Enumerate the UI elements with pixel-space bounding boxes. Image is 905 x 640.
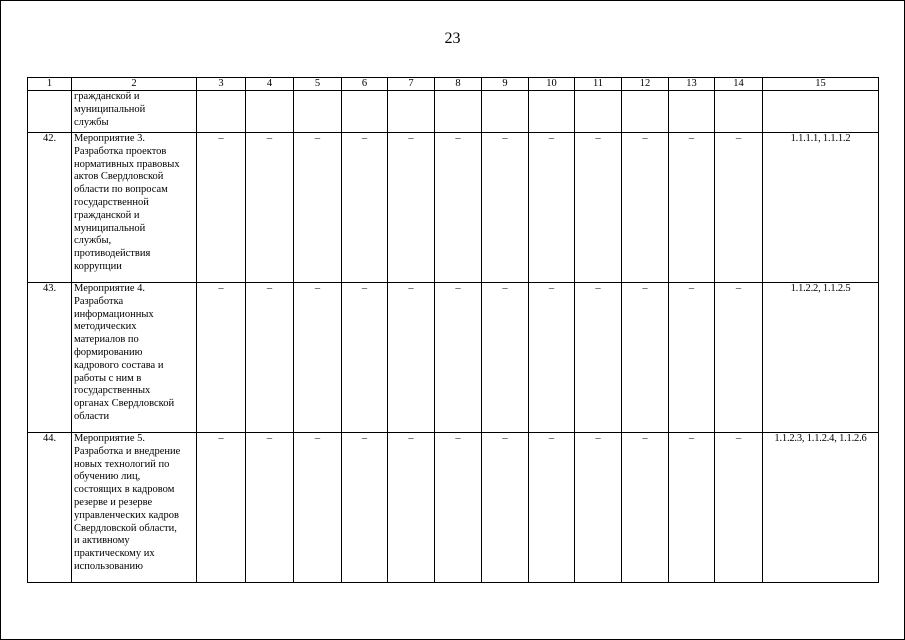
value-cell	[246, 91, 294, 133]
column-header: 10	[529, 78, 575, 91]
value-cell: –	[622, 283, 669, 433]
header-row	[28, 78, 879, 91]
column-header: 7	[388, 78, 435, 91]
reference-cell: 1.1.1.1, 1.1.1.2	[763, 133, 879, 283]
activity-description: Мероприятие 4. Разработка информационных методических материалов по формированию кадрового состава и работы с ним в государственных органах Свердловской области	[72, 283, 197, 433]
value-cell: –	[529, 283, 575, 433]
value-cell: –	[342, 283, 388, 433]
column-header: 11	[575, 78, 622, 91]
value-cell: –	[482, 433, 529, 583]
table-row	[28, 283, 879, 433]
activity-description: гражданской и муниципальной службы	[72, 91, 197, 133]
reference-cell: 1.1.2.3, 1.1.2.4, 1.1.2.6	[763, 433, 879, 583]
value-cell: –	[482, 283, 529, 433]
activities-table	[27, 77, 879, 583]
row-number: 42.	[28, 133, 72, 283]
value-cell: –	[197, 133, 246, 283]
value-cell	[575, 91, 622, 133]
value-cell: –	[435, 433, 482, 583]
value-cell: –	[575, 133, 622, 283]
column-header: 13	[669, 78, 715, 91]
activity-description: Мероприятие 3. Разработка проектов нормативных правовых актов Свердловской области по вопросам государственной гражданской и муниципальной службы, противодействия коррупции	[72, 133, 197, 283]
value-cell: –	[388, 133, 435, 283]
value-cell: –	[294, 133, 342, 283]
value-cell: –	[435, 283, 482, 433]
column-header: 5	[294, 78, 342, 91]
value-cell: –	[342, 133, 388, 283]
value-cell: –	[435, 133, 482, 283]
column-header: 3	[197, 78, 246, 91]
row-number: 44.	[28, 433, 72, 583]
value-cell: –	[575, 283, 622, 433]
value-cell: –	[246, 433, 294, 583]
table-row	[28, 133, 879, 283]
reference-cell: 1.1.2.2, 1.1.2.5	[763, 283, 879, 433]
value-cell: –	[715, 283, 763, 433]
value-cell: –	[669, 283, 715, 433]
value-cell: –	[529, 433, 575, 583]
column-header: 15	[763, 78, 879, 91]
activity-description: Мероприятие 5. Разработка и внедрение новых технологий по обучению лиц, состоящих в кадровом резерве и резерве управленческих кадров Свердловской области, и активному практическому их использованию	[72, 433, 197, 583]
value-cell: –	[715, 433, 763, 583]
value-cell: –	[388, 283, 435, 433]
column-header: 9	[482, 78, 529, 91]
value-cell: –	[246, 133, 294, 283]
value-cell	[529, 91, 575, 133]
value-cell	[482, 91, 529, 133]
value-cell: –	[622, 433, 669, 583]
reference-cell	[763, 91, 879, 133]
value-cell	[197, 91, 246, 133]
column-header: 1	[28, 78, 72, 91]
value-cell: –	[197, 433, 246, 583]
value-cell	[715, 91, 763, 133]
value-cell: –	[669, 433, 715, 583]
value-cell: –	[342, 433, 388, 583]
page-number: 23	[444, 30, 461, 47]
row-number: 43.	[28, 283, 72, 433]
value-cell	[388, 91, 435, 133]
value-cell: –	[575, 433, 622, 583]
column-header: 14	[715, 78, 763, 91]
table-row	[28, 433, 879, 583]
value-cell	[435, 91, 482, 133]
value-cell: –	[669, 133, 715, 283]
column-header: 8	[435, 78, 482, 91]
column-header: 12	[622, 78, 669, 91]
value-cell	[669, 91, 715, 133]
value-cell	[294, 91, 342, 133]
value-cell: –	[715, 133, 763, 283]
table-row	[28, 91, 879, 133]
column-header: 6	[342, 78, 388, 91]
column-header: 2	[72, 78, 197, 91]
value-cell: –	[529, 133, 575, 283]
column-header: 4	[246, 78, 294, 91]
value-cell	[342, 91, 388, 133]
value-cell: –	[482, 133, 529, 283]
value-cell: –	[246, 283, 294, 433]
value-cell: –	[388, 433, 435, 583]
value-cell: –	[294, 433, 342, 583]
value-cell	[622, 91, 669, 133]
row-number	[28, 91, 72, 133]
value-cell: –	[622, 133, 669, 283]
value-cell: –	[294, 283, 342, 433]
value-cell: –	[197, 283, 246, 433]
